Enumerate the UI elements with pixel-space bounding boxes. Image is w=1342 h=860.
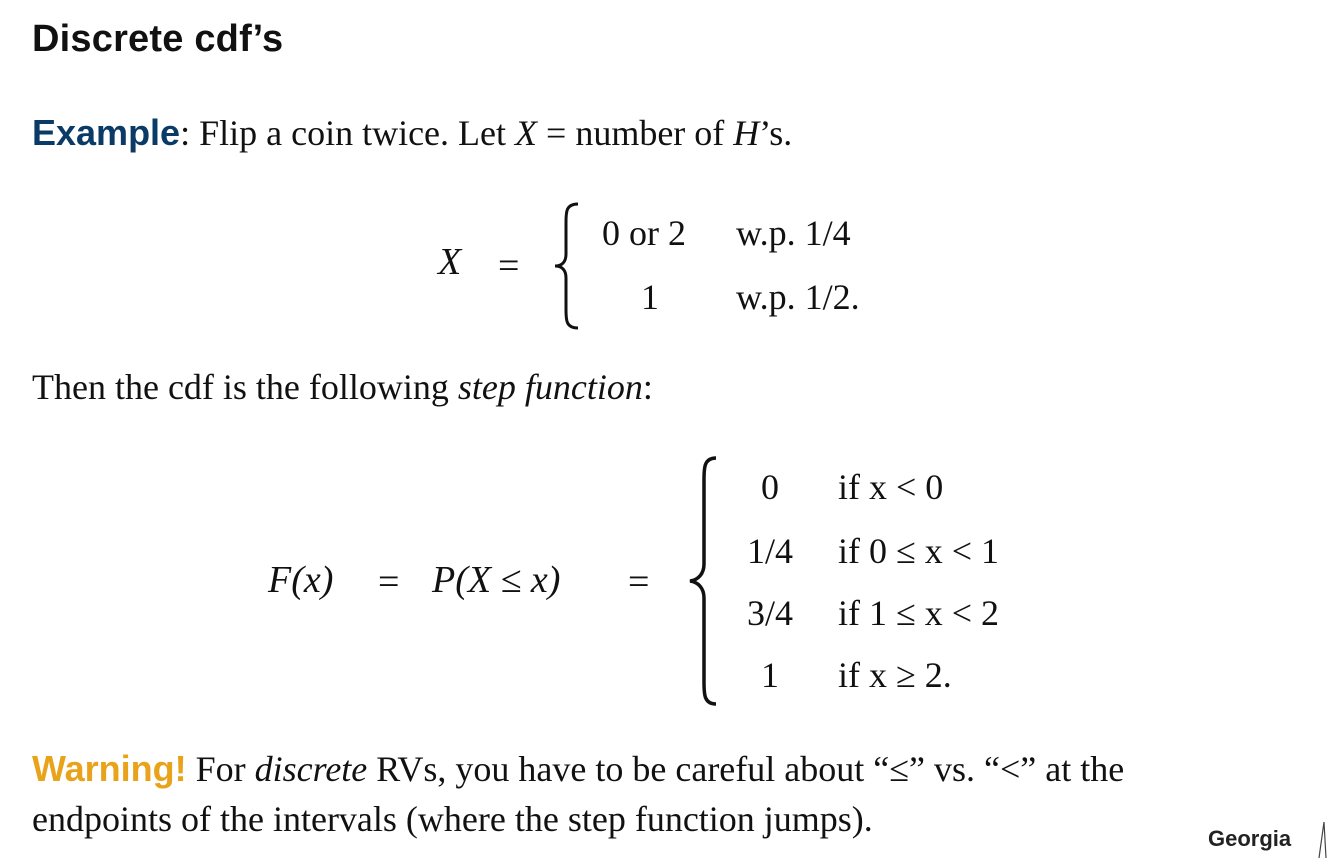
cdf-row-3-value: 3/4 — [746, 593, 793, 633]
warning-text-a: For — [186, 749, 255, 789]
cdf-lhs: F(x) — [268, 559, 334, 601]
x-def-lhs: X — [438, 241, 462, 283]
cdf-row-2-value: 1/4 — [746, 531, 793, 571]
step-intro-emph: step function — [457, 367, 643, 407]
x-def-eq: = — [498, 245, 520, 287]
cdf-row-4-value: 1 — [761, 655, 779, 695]
georgia-tech-logo — [1208, 826, 1291, 852]
step-intro-text-b: : — [642, 367, 653, 407]
warning-keyword: Warning! — [32, 748, 187, 789]
example-eq: = — [537, 113, 576, 153]
example-text-a: : Flip a coin twice. Let — [180, 113, 515, 153]
step-intro-line — [32, 366, 653, 408]
x-def-row-2-value: 1 — [641, 277, 659, 317]
cdf-row-1-cond: if x < 0 — [838, 467, 944, 507]
slide-title: Discrete cdf’s — [32, 18, 284, 60]
cdf-row-1-value: 0 — [761, 467, 779, 507]
left-brace-icon — [686, 456, 720, 706]
cdf-eq-2: = — [628, 561, 650, 603]
x-def-row-1-value: 0 or 2 — [602, 213, 686, 253]
example-var-h: H — [733, 113, 760, 153]
warning-line-1 — [32, 748, 1124, 790]
cdf-probability: P(X ≤ x) — [432, 559, 561, 601]
example-var-x: X — [515, 113, 537, 153]
example-keyword: Example — [32, 112, 181, 153]
example-text-c: ’s. — [759, 113, 793, 153]
warning-text-b: RVs, you have to be careful about “≤” vs. “<” at the — [367, 749, 1125, 789]
example-text-b: number of — [575, 113, 734, 153]
example-line — [32, 112, 792, 154]
warning-emph: discrete — [254, 749, 368, 789]
cdf-row-3-cond: if 1 ≤ x < 2 — [838, 593, 1000, 633]
x-def-row-1-prob: w.p. 1/4 — [736, 213, 851, 253]
cdf-row-4-cond: if x ≥ 2. — [838, 655, 952, 695]
warning-line-2: endpoints of the intervals (where the step function jumps). — [32, 799, 873, 839]
logo-spike-icon — [1318, 820, 1332, 860]
cdf-row-2-cond: if 0 ≤ x < 1 — [838, 531, 1000, 571]
logo-text: Georgia — [1208, 826, 1292, 851]
step-intro-text-a: Then the cdf is the following — [32, 367, 458, 407]
cdf-eq-1: = — [378, 561, 400, 603]
x-def-row-2-prob: w.p. 1/2. — [736, 277, 860, 317]
left-brace-icon — [552, 202, 582, 330]
